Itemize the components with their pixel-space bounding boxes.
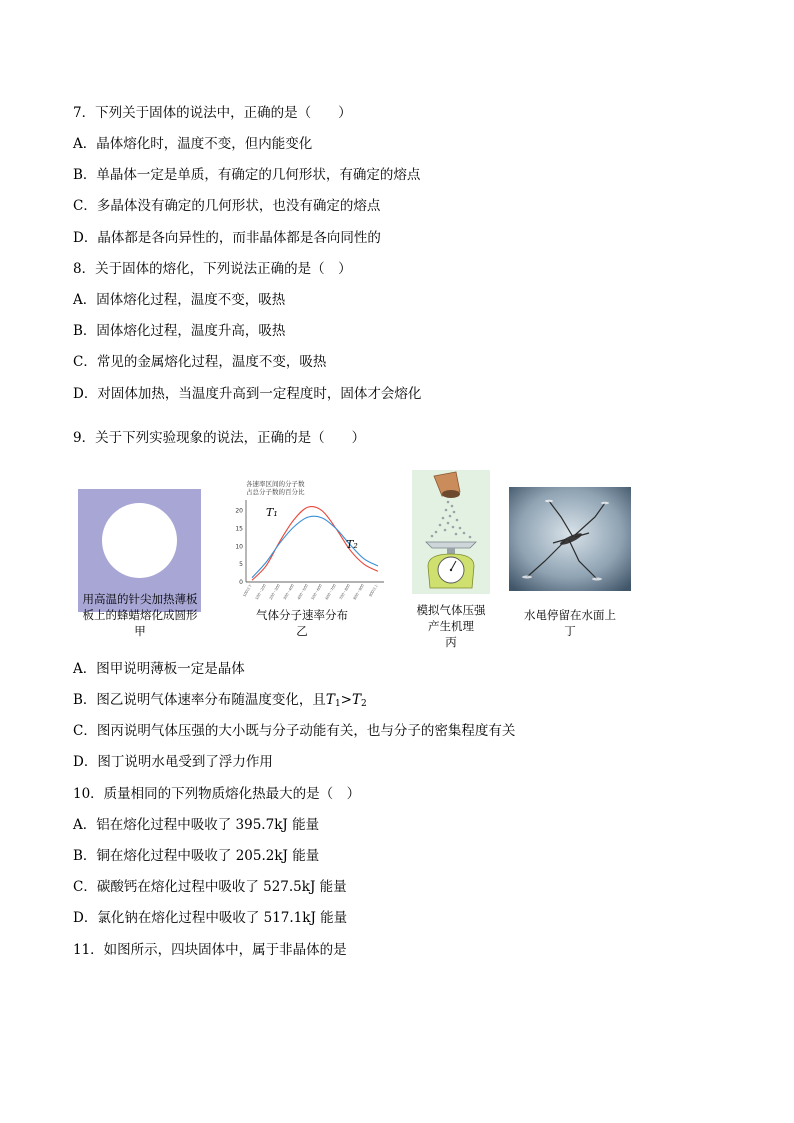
q10-option-d: D．氯化钠在熔化过程中吸收了 517.1kJ 能量 xyxy=(73,910,348,926)
chart-title-line-2: 占总分子数的百分比 xyxy=(246,488,305,496)
q9-option-b-t2: T xyxy=(351,692,361,708)
q8-option-b: B．固体熔化过程，温度升高，吸热 xyxy=(73,323,286,339)
figure-yi-label: 乙 xyxy=(296,624,308,638)
q9-option-c: C．图丙说明气体压强的大小既与分子动能有关，也与分子的密集程度有关 xyxy=(73,723,516,739)
q9-option-b-t1: T xyxy=(325,692,335,708)
q7-option-d: D．晶体都是各向异性的，而非晶体都是各向同性的 xyxy=(73,230,381,246)
x-tick-label: 300～400 xyxy=(282,583,295,600)
q11-stem: 11．如图所示，四块固体中，属于非晶体的是 xyxy=(73,942,347,958)
x-tick-label: 100以下 xyxy=(242,583,253,598)
y-tick-label: 0 xyxy=(239,579,243,586)
curve-label-t2: T₂ xyxy=(346,538,358,551)
q8-stem: 8．关于固体的熔化，下列说法正确的是（ ） xyxy=(73,261,352,277)
x-tick-label: 400～500 xyxy=(296,583,309,600)
figure-bing-caption-2: 产生机理 xyxy=(428,619,474,633)
q10-option-a: A．铝在熔化过程中吸收了 395.7kJ 能量 xyxy=(73,817,320,833)
curve-label-t1: T₁ xyxy=(266,506,278,519)
q8-option-c: C．常见的金属熔化过程，温度不变，吸热 xyxy=(73,354,327,370)
x-tick-label: 900以上 xyxy=(368,583,379,598)
y-tick-label: 5 xyxy=(239,561,243,569)
q9-option-b-sub2: 2 xyxy=(361,699,367,709)
q10-stem: 10．质量相同的下列物质熔化热最大的是（ ） xyxy=(73,786,361,802)
q10-option-b: B．铜在熔化过程中吸收了 205.2kJ 能量 xyxy=(73,848,320,864)
figure-bing-caption-1: 模拟气体压强 xyxy=(416,603,486,617)
q7-option-c: C．多晶体没有确定的几何形状，也没有确定的熔点 xyxy=(73,198,381,214)
q7-option-b: B．单晶体一定是单质，有确定的几何形状，有确定的熔点 xyxy=(73,167,421,183)
q9-option-d: D．图丁说明水黾受到了浮力作用 xyxy=(73,754,273,770)
q9-option-b-sub1: 1 xyxy=(334,699,341,709)
y-tick-label: 20 xyxy=(235,507,243,515)
q7-stem: 7．下列关于固体的说法中，正确的是（ ） xyxy=(73,105,352,121)
figure-jia-melted-circle xyxy=(102,503,177,578)
figure-yi-chart xyxy=(222,476,390,600)
q9-option-b-gt: > xyxy=(340,692,352,708)
series-line-2 xyxy=(252,516,378,578)
figure-bing-label: 丙 xyxy=(445,635,457,649)
figure-yi-caption: 气体分子速率分布 xyxy=(256,608,348,622)
figure-jia-caption-2: 板上的蜂蜡熔化成圆形 xyxy=(82,608,198,622)
q9-stem: 9．关于下列实验现象的说法，正确的是（ ） xyxy=(73,430,366,446)
figure-ding-label: 丁 xyxy=(564,624,576,638)
q9-option-b xyxy=(73,691,367,713)
x-tick-label: 600～700 xyxy=(324,583,337,600)
q7-option-a: A．晶体熔化时，温度不变，但内能变化 xyxy=(73,136,313,152)
q9-option-a: A．图甲说明薄板一定是晶体 xyxy=(73,661,245,677)
figure-jia-label: 甲 xyxy=(134,624,146,638)
x-tick-label: 700～800 xyxy=(338,583,351,600)
figure-ding-water-strider-photo xyxy=(509,487,631,591)
chart-title-line-1: 各速率区间的分子数 xyxy=(246,480,305,488)
q8-option-d: D．对固体加热，当温度升高到一定程度时，固体才会熔化 xyxy=(73,386,422,402)
y-tick-label: 10 xyxy=(235,543,243,551)
y-tick-label: 15 xyxy=(235,525,243,533)
q9-option-b-text: B．图乙说明气体速率分布随温度变化，且 xyxy=(73,692,326,708)
figure-bing-scale-illustration xyxy=(412,470,490,594)
figure-ding-caption: 水黾停留在水面上 xyxy=(524,608,616,622)
q10-option-c: C．碳酸钙在熔化过程中吸收了 527.5kJ 能量 xyxy=(73,879,347,895)
q8-option-a: A．固体熔化过程，温度不变，吸热 xyxy=(73,292,286,308)
x-tick-label: 100～200 xyxy=(254,583,267,600)
x-tick-label: 800～900 xyxy=(352,583,365,600)
x-tick-label: 200～300 xyxy=(268,583,281,600)
figure-jia-caption-1: 用高温的针尖加热薄板 xyxy=(82,592,198,606)
x-tick-label: 500～600 xyxy=(310,583,323,600)
scale-dial-icon xyxy=(428,554,474,588)
